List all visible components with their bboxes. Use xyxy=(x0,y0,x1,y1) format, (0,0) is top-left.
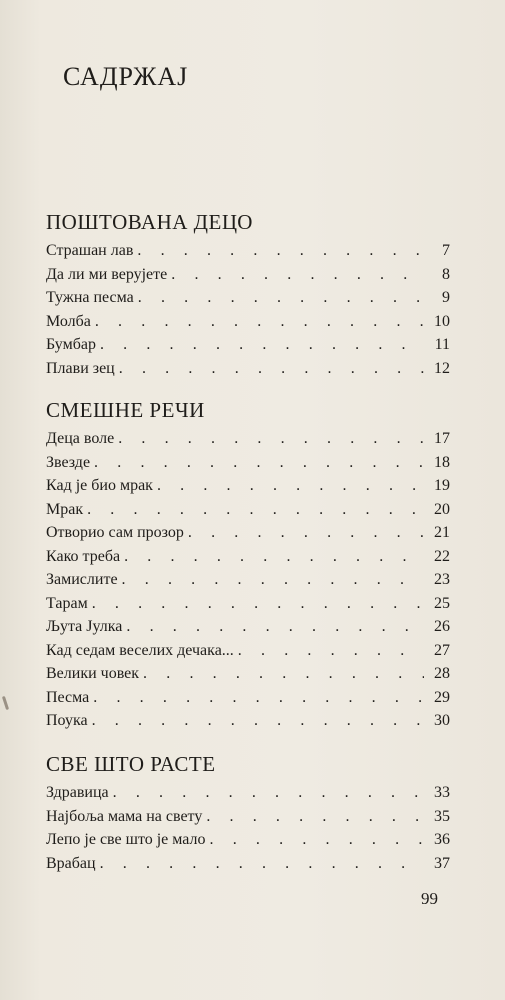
entry-page: 37 xyxy=(434,854,450,872)
toc-entry xyxy=(46,545,450,569)
entry-page: 25 xyxy=(434,594,450,612)
entry-title: Тарам xyxy=(46,594,88,612)
dot-leader xyxy=(143,662,424,686)
entry-title: Врабац xyxy=(46,854,96,872)
entry-page: 35 xyxy=(434,807,450,825)
dot-leader xyxy=(137,239,424,263)
entry-title: Како треба xyxy=(46,547,121,565)
entry-title: Бумбар xyxy=(46,336,96,353)
entry-title: Најбоља мама на свету xyxy=(46,807,203,825)
entry-page: 18 xyxy=(434,453,450,471)
toc-entry xyxy=(46,662,450,686)
entry-title: Замислите xyxy=(46,571,118,588)
entry-page: 8 xyxy=(442,265,450,283)
entry-page: 22 xyxy=(434,547,450,565)
toc-entry xyxy=(46,286,450,310)
toc-entry xyxy=(46,828,450,852)
entry-title: Плави зец xyxy=(46,359,115,377)
dot-leader xyxy=(118,427,424,451)
dot-leader xyxy=(92,709,424,733)
dot-leader xyxy=(188,521,424,545)
toc-section-2 xyxy=(46,397,450,733)
toc-entry xyxy=(46,639,450,663)
dot-leader xyxy=(138,286,424,310)
entry-title: Тужна песма xyxy=(46,289,134,306)
toc-entry xyxy=(46,474,450,498)
entry-title: Звезде xyxy=(46,453,91,471)
entry-page: 7 xyxy=(442,242,450,259)
dot-leader xyxy=(171,263,424,287)
dot-leader xyxy=(93,686,424,710)
entry-title: Страшан лав xyxy=(46,242,134,259)
dot-leader xyxy=(119,357,424,381)
entry-title: Љута Јулка xyxy=(46,618,123,635)
dot-leader xyxy=(95,310,424,334)
entry-list xyxy=(46,427,450,733)
toc-entry xyxy=(46,709,450,733)
toc-entry xyxy=(46,615,450,639)
entry-title: Молба xyxy=(46,312,91,330)
dot-leader xyxy=(126,615,424,639)
toc-entry xyxy=(46,686,450,710)
entry-page: 36 xyxy=(434,831,450,848)
toc-heading: САДРЖАЈ xyxy=(63,62,189,91)
toc-entry xyxy=(46,568,450,592)
toc-entry xyxy=(46,781,450,805)
entry-page: 9 xyxy=(442,289,450,306)
dot-leader xyxy=(210,828,424,852)
toc-entry xyxy=(46,427,450,451)
entry-page: 19 xyxy=(434,477,450,494)
dot-leader xyxy=(87,498,424,522)
dot-leader xyxy=(124,545,424,569)
entry-page: 17 xyxy=(434,430,450,447)
entry-page: 10 xyxy=(434,312,450,330)
entry-page: 11 xyxy=(434,336,450,353)
entry-page: 29 xyxy=(434,688,450,706)
dot-leader xyxy=(100,333,424,357)
toc-entry xyxy=(46,333,450,357)
page-number: 99 xyxy=(421,889,438,908)
entry-list xyxy=(46,781,450,875)
entry-page: 27 xyxy=(434,641,450,659)
entry-page: 21 xyxy=(434,524,450,541)
section-title: ПОШТОВАНА ДЕЦО xyxy=(46,210,253,234)
dot-leader xyxy=(100,852,424,876)
entry-title: Мрак xyxy=(46,500,84,518)
entry-title: Велики човек xyxy=(46,665,140,682)
entry-page: 30 xyxy=(434,712,450,729)
entry-title: Отворио сам прозор xyxy=(46,524,184,541)
toc-section-3 xyxy=(46,751,450,875)
entry-title: Деца воле xyxy=(46,430,115,447)
entry-page: 20 xyxy=(434,500,450,518)
toc-entry xyxy=(46,239,450,263)
entry-page: 33 xyxy=(434,784,450,801)
entry-page: 12 xyxy=(434,359,450,377)
section-title: СВЕ ШТО РАСТЕ xyxy=(46,752,216,776)
toc-entry xyxy=(46,357,450,381)
entry-title: Поука xyxy=(46,712,88,729)
toc-section-1 xyxy=(46,209,450,380)
entry-title: Здравица xyxy=(46,784,109,801)
toc-entry xyxy=(46,805,450,829)
entry-list xyxy=(46,239,450,380)
entry-page: 28 xyxy=(434,665,450,682)
dot-leader xyxy=(122,568,424,592)
toc-entry xyxy=(46,592,450,616)
toc-entry xyxy=(46,521,450,545)
dot-leader xyxy=(94,451,424,475)
entry-title: Лепо је све што је мало xyxy=(46,831,206,848)
dot-leader xyxy=(157,474,424,498)
toc-entry xyxy=(46,498,450,522)
dot-leader xyxy=(92,592,424,616)
entry-title: Да ли ми верујете xyxy=(46,265,168,283)
toc-entry xyxy=(46,263,450,287)
dot-leader xyxy=(238,639,424,663)
toc-entry xyxy=(46,852,450,876)
toc-entry xyxy=(46,310,450,334)
dot-leader xyxy=(113,781,424,805)
toc-entry xyxy=(46,451,450,475)
entry-page: 26 xyxy=(434,618,450,635)
section-title: СМЕШНЕ РЕЧИ xyxy=(46,398,205,422)
dot-leader xyxy=(206,805,424,829)
entry-title: Кад седам веселих дечака... xyxy=(46,641,234,659)
entry-page: 23 xyxy=(434,571,450,588)
entry-title: Кад је био мрак xyxy=(46,477,153,494)
page-blemish xyxy=(2,696,9,710)
entry-title: Песма xyxy=(46,688,90,706)
